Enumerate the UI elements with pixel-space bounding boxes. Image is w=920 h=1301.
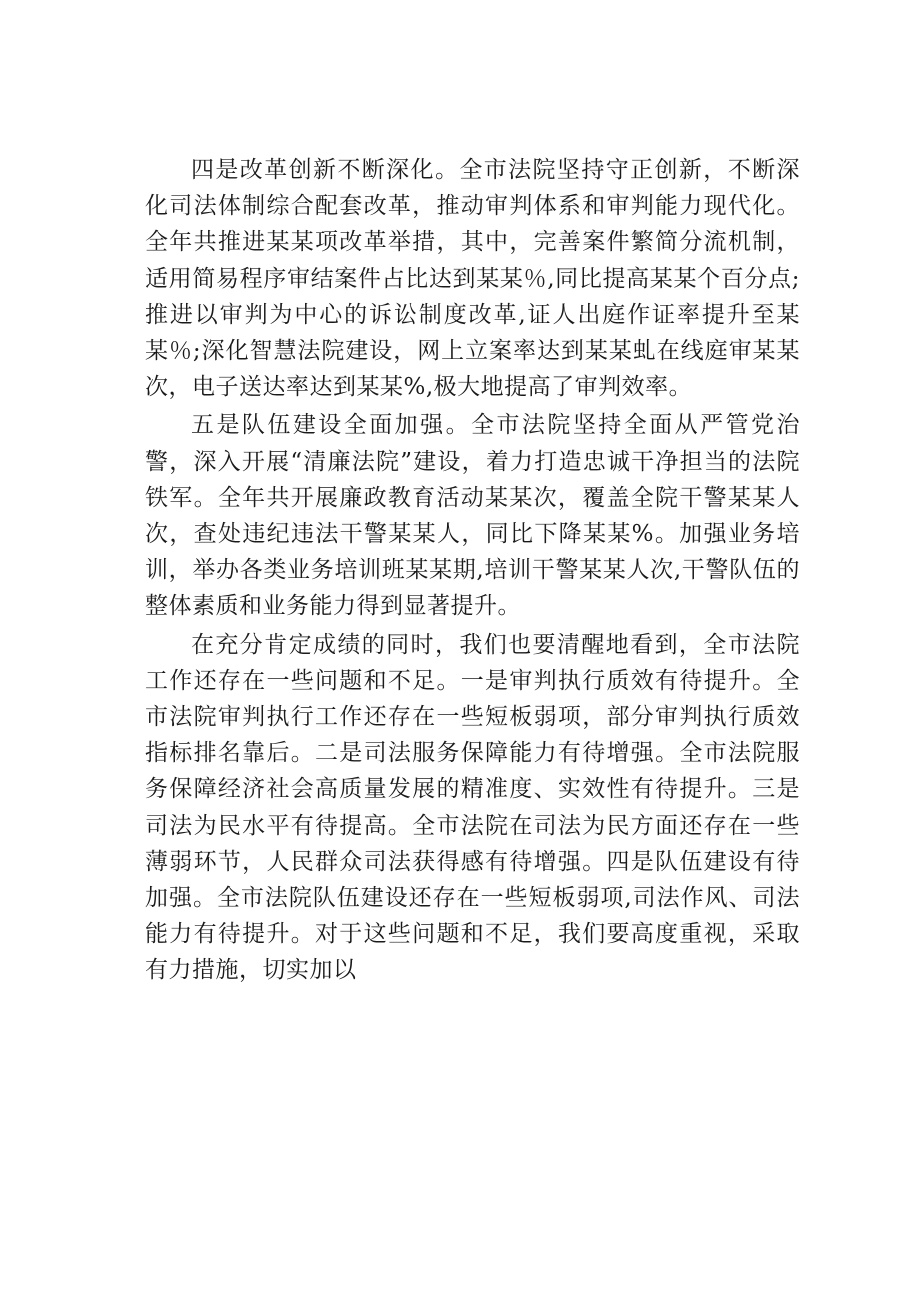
paragraph-problems-shortcomings: 在充分肯定成绩的同时，我们也要清醒地看到，全市法院工作还存在一些问题和不足。一是审判执行质效有待提升。全市法院审判执行工作还存在一些短板弱项，部分审判执行质效指标排名靠后。二是司法服务保障能力有待增强。全市法院服务保障经济社会高质量发展的精准度、实效性有待提升。三是司法为民水平有待提高。全市法院在司法为民方面还存在一些薄弱环节，人民群众司法获得感有待增强。四是队伍建设有待加强。全市法院队伍建设还存在一些短板弱项,司法作风、司法能力有待提升。对于这些问题和不足，我们要高度重视，采取有力措施，切实加以 — [145, 631, 800, 984]
paragraph-team-building: 五是队伍建设全面加强。全市法院坚持全面从严管党治警，深入开展“清廉法院”建设，着力打造忠诚干净担当的法院铁军。全年共开展廉政教育活动某某次，覆盖全院干警某某人次，查处违纪违法干警某某人，同比下降某某%。加强业务培训，举办各类业务培训班某某期,培训干警某某人次,干警队伍的整体素质和业务能力得到显著提升。 — [145, 412, 800, 620]
paragraph-reform-innovation: 四是改革创新不断深化。全市法院坚持守正创新，不断深化司法体制综合配套改革，推动审判体系和审判能力现代化。全年共推进某某项改革举措，其中，完善案件繁简分流机制，适用简易程序审结案件占比达到某某％,同比提高某某个百分点;推进以审判为中心的诉讼制度改革,证人出庭作证率提升至某某％;深化智慧法院建设，网上立案率达到某某虬在线庭审某某次，电子送达率达到某某%,极大地提高了审判效率。 — [145, 157, 800, 401]
document-body — [145, 152, 800, 991]
